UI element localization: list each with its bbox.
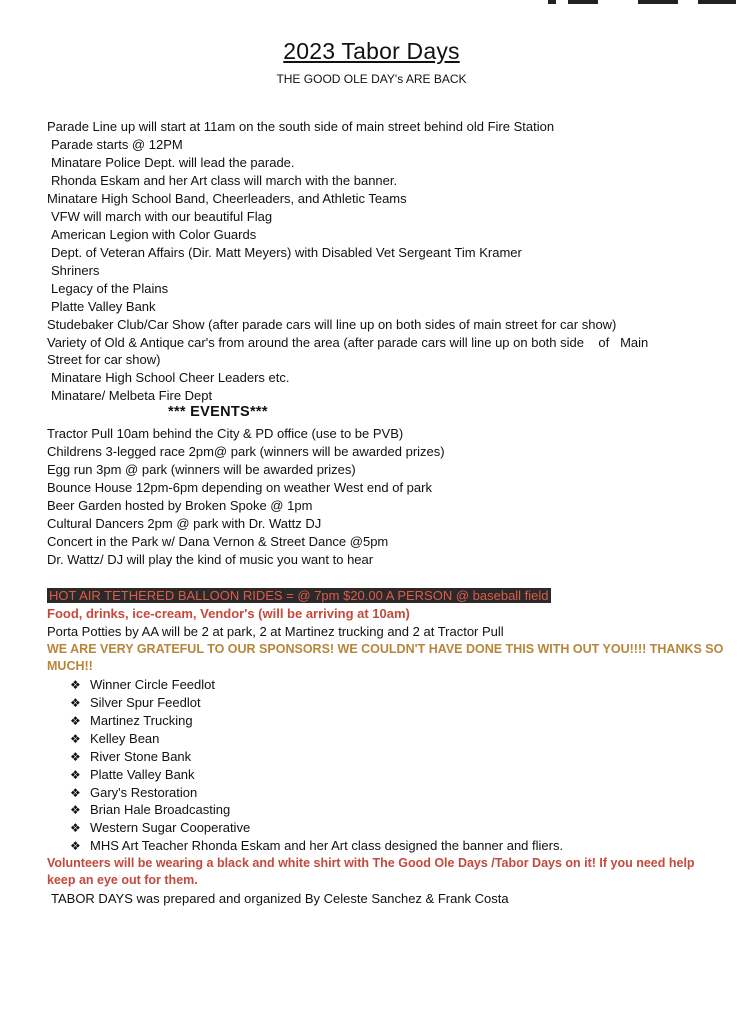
list-item: [70, 712, 193, 730]
sponsor-name: Platte Valley Bank: [90, 767, 195, 782]
scan-artifact: [548, 0, 738, 6]
list-item: [70, 837, 563, 855]
diamond-bullet-icon: ❖: [70, 803, 81, 817]
list-item: [70, 730, 159, 748]
parade-line: Shriners: [51, 263, 100, 278]
porta-potty-note: Porta Potties by AA will be 2 at park, 2 at Martinez trucking and 2 at Tractor Pull: [47, 624, 504, 639]
diamond-bullet-icon: ❖: [70, 750, 81, 764]
list-item: [70, 784, 197, 802]
event-item: Egg run 3pm @ park (winners will be awarded prizes): [47, 462, 356, 477]
parade-line: Legacy of the Plains: [51, 281, 169, 296]
diamond-bullet-icon: ❖: [70, 821, 81, 835]
parade-line: Minatare/ Melbeta Fire Dept: [51, 388, 213, 403]
event-item: Concert in the Park w/ Dana Vernon & Street Dance @5pm: [47, 534, 389, 549]
events-heading: *** EVENTS***: [168, 404, 268, 420]
sponsor-thanks-cont: MUCH!!: [47, 659, 93, 673]
sponsor-name: Silver Spur Feedlot: [90, 695, 201, 710]
event-item: Dr. Wattz/ DJ will play the kind of music you want to hear: [47, 552, 374, 567]
organizers-credit: TABOR DAYS was prepared and organized By Celeste Sanchez & Frank Costa: [51, 891, 509, 906]
page-subtitle: THE GOOD OLE DAY's ARE BACK: [276, 72, 467, 86]
diamond-bullet-icon: ❖: [70, 768, 81, 782]
event-item: Childrens 3-legged race 2pm@ park (winners will be awarded prizes): [47, 444, 445, 459]
sponsor-name: Western Sugar Cooperative: [90, 820, 251, 835]
parade-line: Rhonda Eskam and her Art class will march with the banner.: [51, 173, 398, 188]
balloon-rides-banner: [47, 587, 551, 604]
diamond-bullet-icon: ❖: [70, 696, 81, 710]
parade-line: VFW will march with our beautiful Flag: [51, 209, 273, 224]
sponsor-name: Winner Circle Feedlot: [90, 677, 215, 692]
parade-line: Dept. of Veteran Affairs (Dir. Matt Meyers) with Disabled Vet Sergeant Tim Kramer: [51, 245, 522, 260]
list-item: [70, 819, 250, 837]
event-item: Beer Garden hosted by Broken Spoke @ 1pm: [47, 498, 313, 513]
list-item: [70, 766, 195, 784]
parade-line: Variety of Old & Antique car's from around the area (after parade cars will line up on both side of Main: [47, 335, 649, 350]
parade-line: Minatare Police Dept. will lead the parade.: [51, 155, 295, 170]
list-item: [70, 801, 230, 819]
sponsor-name: River Stone Bank: [90, 749, 192, 764]
event-item: Cultural Dancers 2pm @ park with Dr. Wattz DJ: [47, 516, 322, 531]
parade-line: Parade starts @ 12PM: [51, 137, 183, 152]
sponsor-name: Kelley Bean: [90, 731, 160, 746]
diamond-bullet-icon: ❖: [70, 678, 81, 692]
balloon-rides-text: HOT AIR TETHERED BALLOON RIDES = @ 7pm $20.00 A PERSON @ baseball field: [49, 588, 549, 603]
sponsor-name: Brian Hale Broadcasting: [90, 802, 231, 817]
sponsor-name: Gary's Restoration: [90, 785, 198, 800]
sponsor-name: MHS Art Teacher Rhonda Eskam and her Art class designed the banner and fliers.: [90, 838, 564, 853]
parade-line: Studebaker Club/Car Show (after parade cars will line up on both sides of main street for car show): [47, 317, 617, 332]
parade-line: Street for car show): [47, 352, 161, 367]
event-item: Tractor Pull 10am behind the City & PD office (use to be PVB): [47, 426, 404, 441]
parade-line: Minatare High School Band, Cheerleaders, and Athletic Teams: [47, 191, 407, 206]
list-item: [70, 676, 215, 694]
parade-line: Parade Line up will start at 11am on the south side of main street behind old Fire Station: [47, 119, 555, 134]
parade-line: Platte Valley Bank: [51, 299, 156, 314]
parade-line: Minatare High School Cheer Leaders etc.: [51, 370, 290, 385]
food-note: Food, drinks, ice-cream, Vendor's (will be arriving at 10am): [47, 606, 410, 621]
diamond-bullet-icon: ❖: [70, 786, 81, 800]
sponsor-name: Martinez Trucking: [90, 713, 193, 728]
event-item: Bounce House 12pm-6pm depending on weather West end of park: [47, 480, 432, 495]
diamond-bullet-icon: ❖: [70, 714, 81, 728]
diamond-bullet-icon: ❖: [70, 839, 81, 853]
volunteers-note-cont: keep an eye out for them.: [47, 873, 198, 887]
sponsor-thanks: WE ARE VERY GRATEFUL TO OUR SPONSORS! WE COULDN'T HAVE DONE THIS WITH OUT YOU!!!! THANKS SO: [47, 642, 724, 656]
diamond-bullet-icon: ❖: [70, 732, 81, 746]
page-title: 2023 Tabor Days: [283, 38, 460, 64]
list-item: [70, 694, 201, 712]
volunteers-note: Volunteers will be wearing a black and white shirt with The Good Ole Days /Tabor Days on it! If you need help: [47, 856, 695, 870]
parade-line: American Legion with Color Guards: [51, 227, 257, 242]
list-item: [70, 748, 191, 766]
